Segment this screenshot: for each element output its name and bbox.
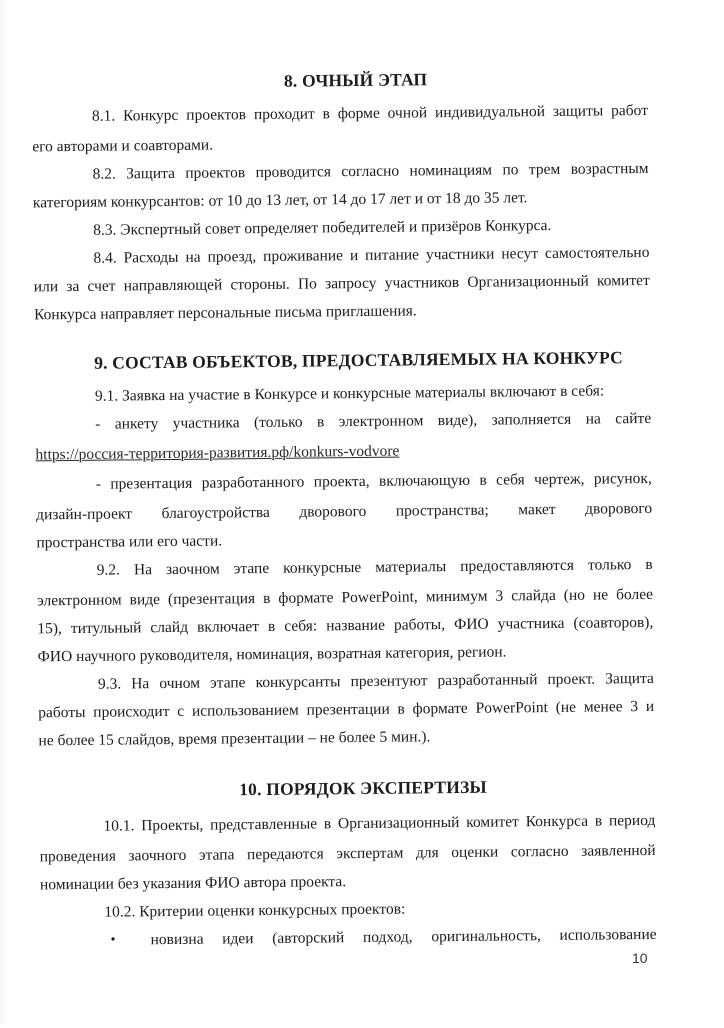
paragraph-line: работы происходит с использованием презентации в формате PowerPoint (не менее 3 и — [38, 697, 655, 722]
paragraph-line: 15), титульный слайд включает в себя: название работы, ФИО участника (соавторов), — [37, 613, 654, 638]
bullet-icon: • — [110, 932, 116, 948]
paragraph-line: дизайн-проект благоустройства дворового пространства; макет дворового — [36, 499, 653, 524]
paragraph-line: не более 15 слайдов, время презентации – не более 5 мин.). — [38, 728, 431, 750]
paragraph-line: проведения заочного этапа передаются экспертам для оценки согласно заявленной — [39, 841, 656, 866]
section-9-title: 9. СОСТАВ ОБЪЕКТОВ, ПРЕДОСТАВЛЯЕМЫХ НА КОНКУРС — [94, 347, 624, 373]
paragraph-line: 8.1. Конкурс проектов проходит в форме очной индивидуальной защиты работ — [91, 101, 649, 125]
paragraph-line: 9.3. На очном этапе конкурсанты презентуют разработанный проект. Защита — [97, 669, 654, 693]
paragraph-line: 10.2. Критерии оценки конкурсных проектов: — [104, 900, 406, 921]
section-8-title: 8. ОЧНЫЙ ЭТАП — [283, 69, 428, 91]
paragraph-line: 9.2. На заочном этапе конкурсные материалы предоставляются только в — [96, 555, 653, 579]
paragraph-line: номинации без указания ФИО автора проекта. — [39, 873, 347, 894]
paragraph-line: его авторами и соавторами. — [32, 136, 214, 156]
paragraph-line: 8.2. Защита проектов проводится согласно номинациям по трем возрастным — [92, 159, 649, 183]
paragraph-line: - анкету участника (только в электронном виде), заполняется на сайте — [95, 409, 652, 433]
paragraph-line: 9.1. Заявка на участие в Конкурсе и конкурсные материалы включают в себя: — [94, 382, 605, 405]
paragraph-line: пространства или его части. — [36, 532, 223, 552]
paragraph-line: категориям конкурсантов: от 10 до 13 лет, от 14 до 17 лет и от 18 до 35 лет. — [32, 189, 528, 212]
registration-link[interactable]: https://россия-территория-развития.рф/konkurs-vodvore — [35, 442, 400, 464]
paragraph-line: электронном виде (презентация в формате PowerPoint, минимум 3 слайда (но не более — [36, 585, 654, 610]
paragraph-line: ФИО научного руководителя, номинация, возратная категория, регион. — [37, 643, 507, 666]
section-10-title: 10. ПОРЯДОК ЭКСПЕРТИЗЫ — [239, 776, 487, 800]
paragraph-line: Конкурса направляет персональные письма приглашения. — [33, 302, 417, 324]
paragraph-line: 8.4. Расходы на проезд, проживание и питание участники несут самостоятельно — [93, 243, 650, 267]
paragraph-line: 8.3. Экспертный совет определяет победителей и призёров Конкурса. — [93, 216, 552, 239]
paragraph-line: или за счет направляющей стороны. По запросу участников Организационный комитет — [33, 271, 650, 296]
page-number: 10 — [632, 950, 648, 966]
list-item: новизна идеи (авторский подход, оригинальность, использование — [150, 925, 657, 949]
paragraph-line: - презентация разработанного проекта, включающую в себя чертеж, рисунок, — [95, 469, 652, 493]
paragraph-line: 10.1. Проекты, представленные в Организационный комитет Конкурса в период — [103, 811, 656, 835]
